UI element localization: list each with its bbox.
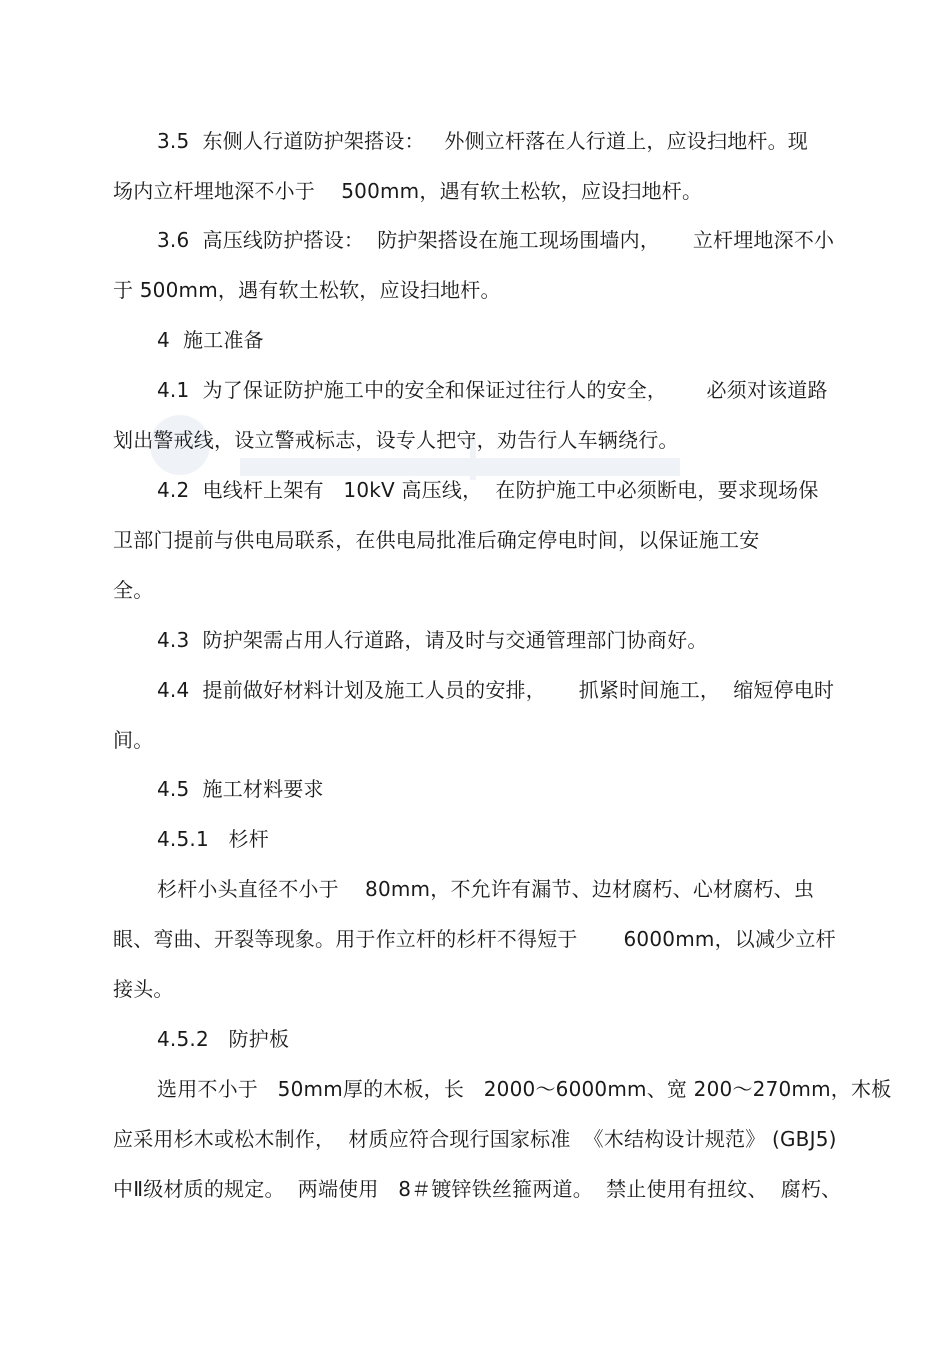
paragraph-line: 3.6 高压线防护搭设： 防护架搭设在施工现场围墙内， 立杆埋地深不小 (157, 228, 835, 252)
paragraph-line: 杉杆小头直径不小于 80mm，不允许有漏节、边材腐朽、心材腐朽、虫 (157, 877, 815, 901)
subsection-heading: 4.5.1 杉杆 (157, 827, 269, 851)
subsection-heading: 4.5.2 防护板 (157, 1027, 290, 1051)
paragraph-line: 全。 (113, 578, 154, 602)
paragraph-line: 3.5 东侧人行道防护架搭设： 外侧立杆落在人行道上，应设扫地杆。现 (157, 129, 808, 153)
section-heading: 4.5 施工材料要求 (157, 777, 324, 801)
paragraph-line: 4.4 提前做好材料计划及施工人员的安排， 抓紧时间施工， 缩短停电时 (157, 678, 835, 702)
paragraph-line: 选用不小于 50mm厚的木板，长 2000～6000mm、宽 200～270mm，木板 (157, 1077, 892, 1101)
paragraph-line: 于 500mm，遇有软土松软，应设扫地杆。 (113, 278, 501, 302)
paragraph-line: 接头。 (113, 977, 174, 1001)
section-heading: 4 施工准备 (157, 328, 264, 352)
paragraph-line: 4.1 为了保证防护施工中的安全和保证过往行人的安全， 必须对该道路 (157, 378, 828, 402)
paragraph-line: 卫部门提前与供电局联系，在供电局批准后确定停电时间，以保证施工安 (113, 528, 760, 552)
paragraph-line: 4.2 电线杆上架有 10kV 高压线， 在防护施工中必须断电，要求现场保 (157, 478, 819, 502)
paragraph-line: 4.3 防护架需占用人行道路，请及时与交通管理部门协商好。 (157, 628, 708, 652)
paragraph-line: 应采用杉木或松木制作， 材质应符合现行国家标准 《木结构设计规范》 (GBJ5) (113, 1127, 837, 1151)
paragraph-line: 间。 (113, 728, 154, 752)
paragraph-line: 中Ⅱ级材质的规定。 两端使用 8＃镀锌铁丝箍两道。 禁止使用有扭纹、 腐朽、 (113, 1177, 842, 1201)
paragraph-line: 划出警戒线，设立警戒标志，设专人把守，劝告行人车辆绕行。 (113, 428, 679, 452)
paragraph-line: 眼、弯曲、开裂等现象。用于作立杆的杉杆不得短于 6000mm，以减少立杆 (113, 927, 836, 951)
paragraph-line: 场内立杆埋地深不小于 500mm，遇有软土松软，应设扫地杆。 (113, 179, 703, 203)
